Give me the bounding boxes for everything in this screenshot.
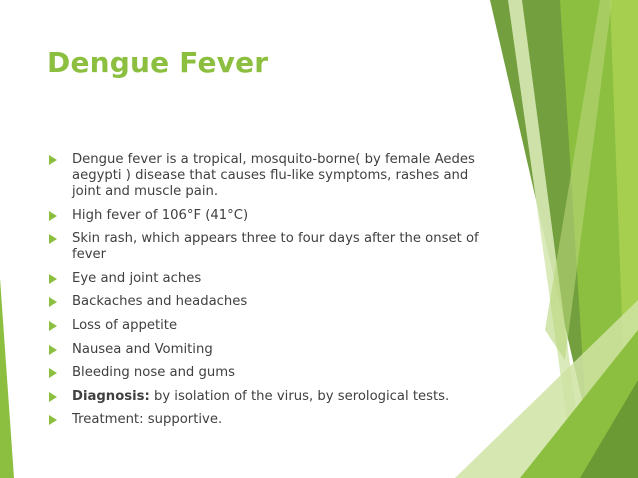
left-edge-shape: [0, 278, 14, 478]
triangle-right-icon: [49, 155, 57, 165]
bullet-text: Dengue fever is a tropical, mosquito-borne( by female Aedes aegypti ) disease that causes flu-like symptoms, rashes and joint and muscle pain.: [72, 152, 475, 199]
triangle-right-icon: [49, 345, 57, 355]
bullet-item: [47, 152, 487, 200]
triangle-right-icon: [49, 297, 57, 307]
triangle-right-icon: [49, 234, 57, 244]
triangle-right-icon: [49, 274, 57, 284]
bullet-item: [47, 365, 487, 381]
bullet-item: [47, 412, 487, 428]
bullet-text: Eye and joint aches: [72, 270, 202, 286]
bullet-text: Loss of appetite: [72, 317, 178, 333]
triangle-right-icon: [49, 415, 57, 425]
triangle-right-icon: [49, 392, 57, 402]
bullet-item: [47, 208, 487, 224]
bullet-item: [47, 231, 487, 263]
triangle-right-icon: [49, 368, 57, 378]
bullet-text: High fever of 106°F (41°C): [72, 207, 249, 223]
bullet-list: [47, 152, 487, 436]
bullet-item: [47, 318, 487, 334]
bullet-item: [47, 294, 487, 310]
bullet-item: [47, 271, 487, 287]
diagnosis-label: Diagnosis:: [72, 388, 150, 404]
slide-title: Dengue Fever: [47, 46, 269, 79]
triangle-right-icon: [49, 211, 57, 221]
bullet-text: Skin rash, which appears three to four days after the onset of fever: [72, 231, 479, 263]
bullet-text: Treatment: supportive.: [72, 412, 223, 428]
bullet-text: by isolation of the virus, by serological tests.: [149, 388, 450, 404]
bullet-text: Nausea and Vomiting: [72, 341, 213, 357]
bullet-text: Backaches and headaches: [72, 294, 248, 310]
triangle-right-icon: [49, 321, 57, 331]
bullet-item: [47, 342, 487, 358]
bullet-text: Bleeding nose and gums: [72, 365, 235, 381]
bullet-item-diagnosis: [47, 389, 487, 405]
